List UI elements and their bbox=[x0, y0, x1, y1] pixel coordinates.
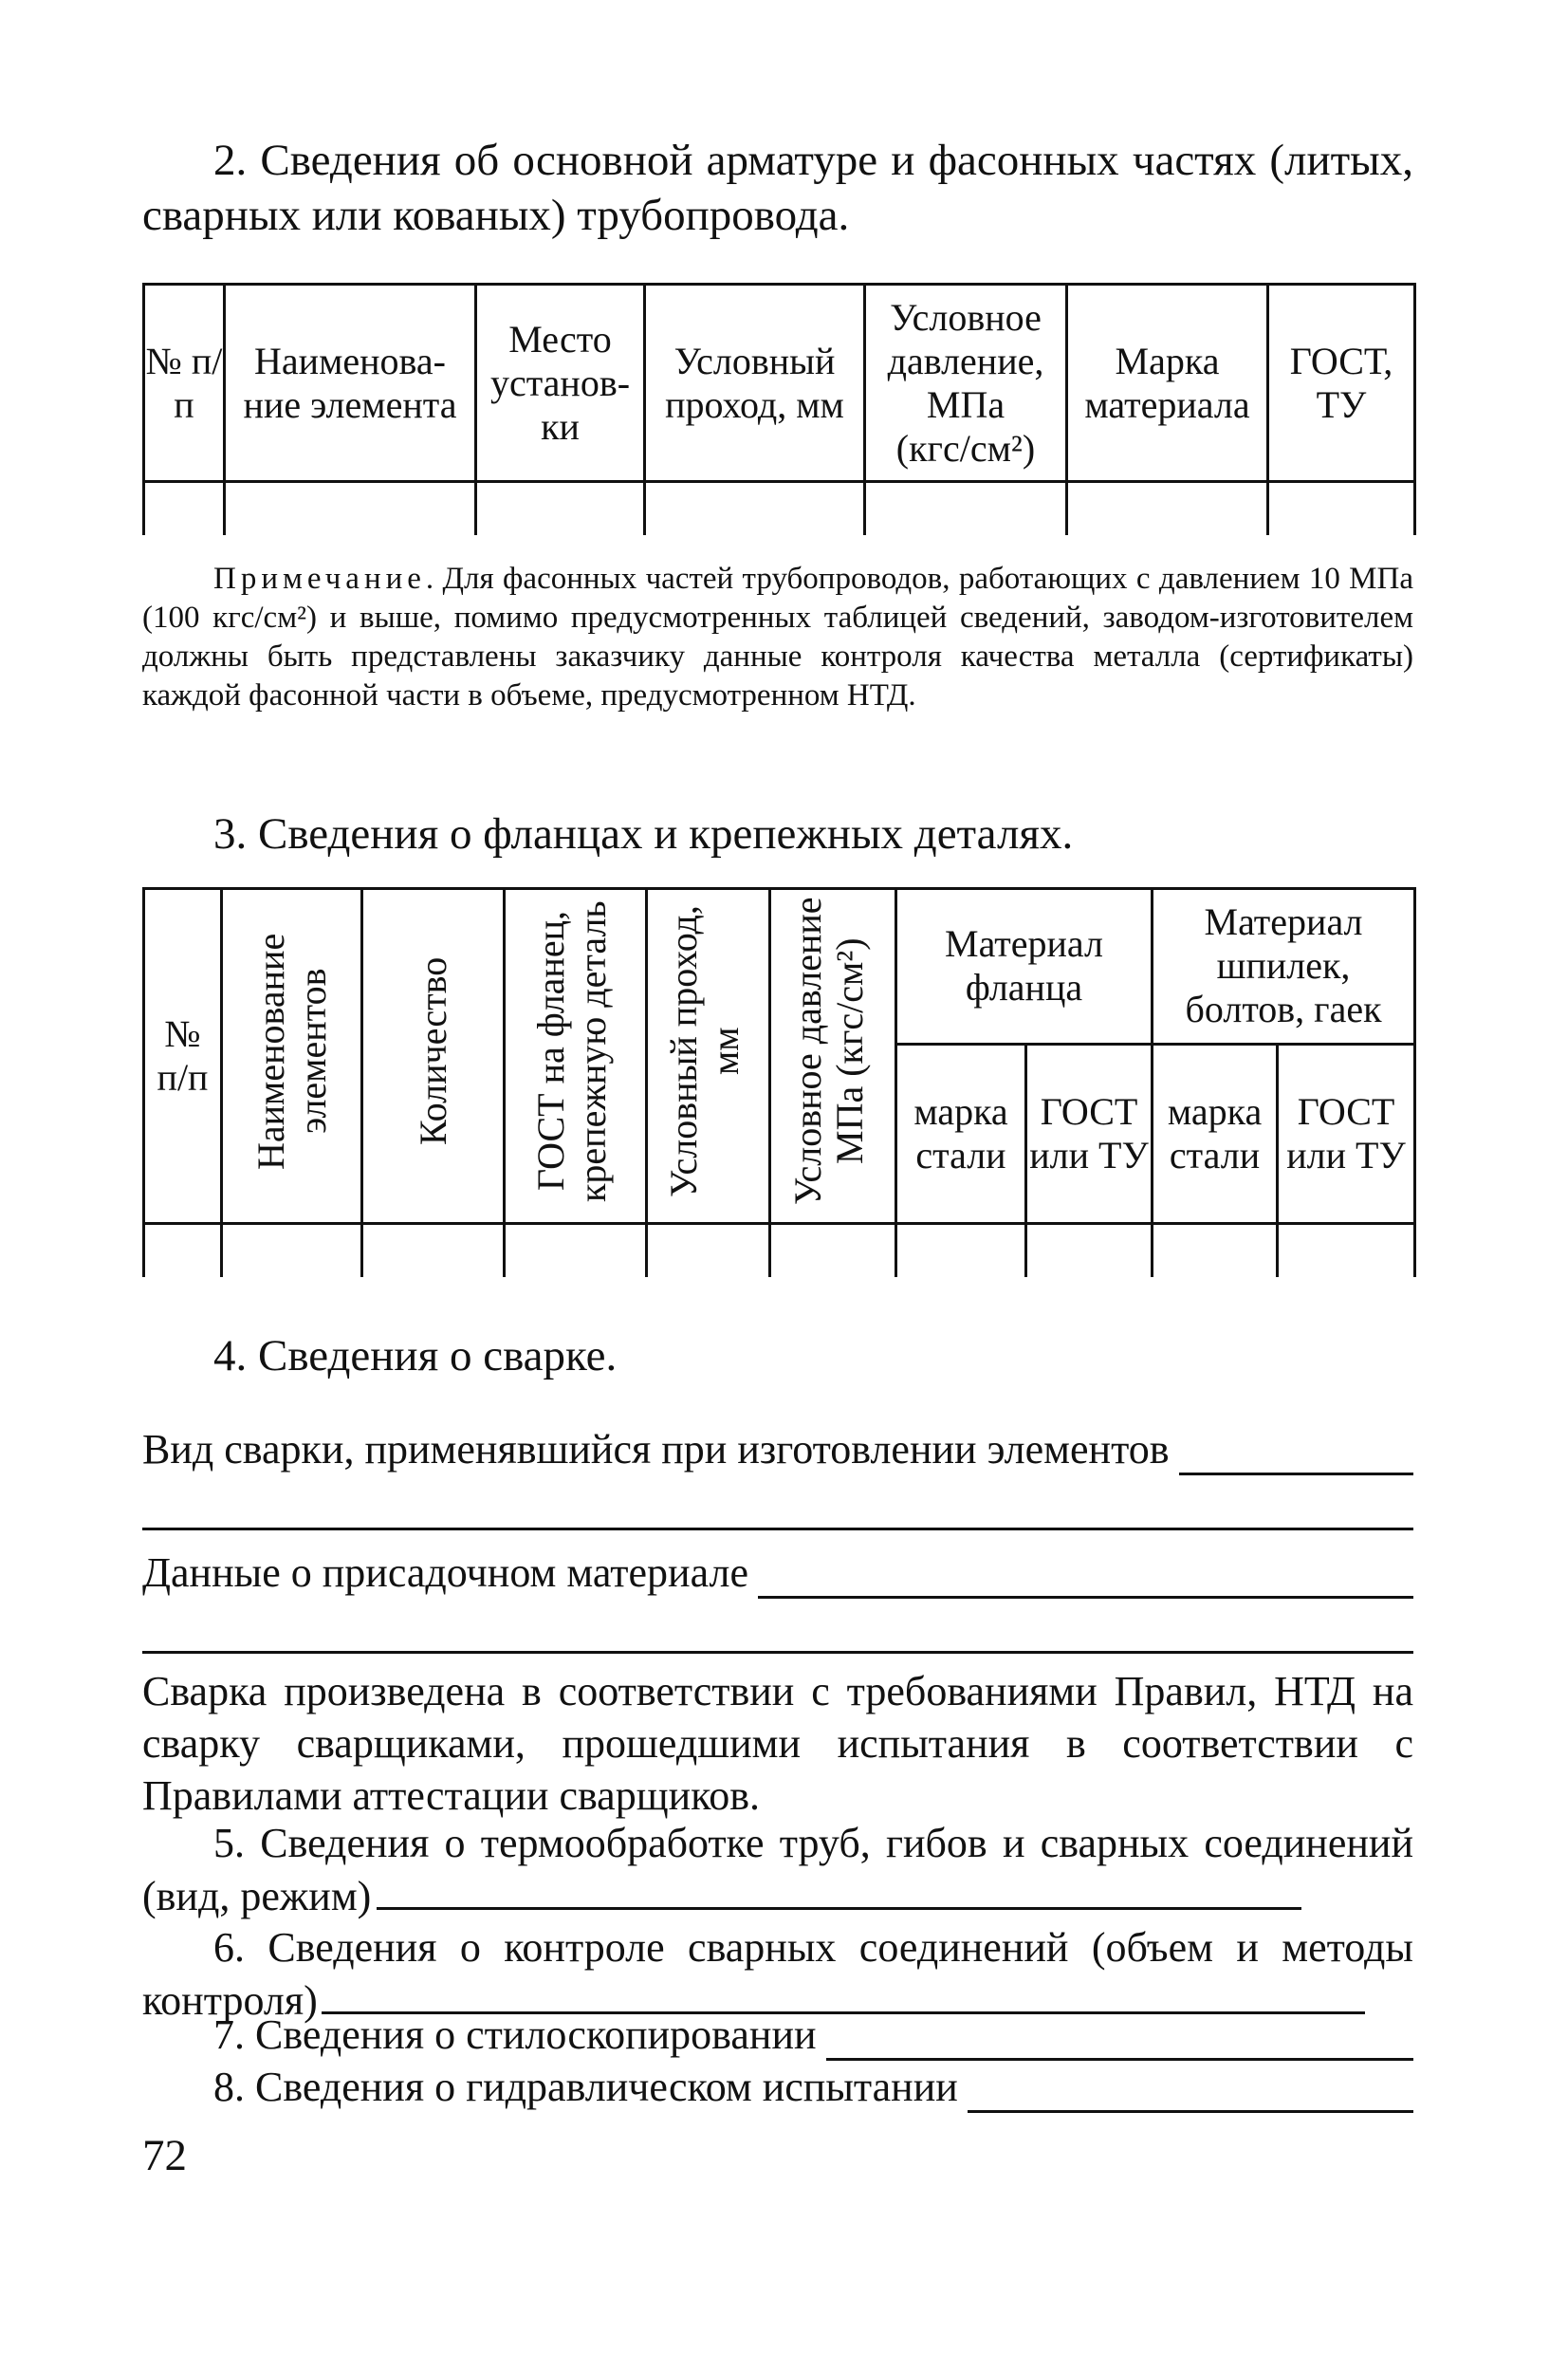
section-8-blank[interactable] bbox=[968, 2068, 1413, 2113]
section-8-label: 8. Сведения о гидравлическом испытании bbox=[213, 2064, 958, 2110]
col-flange-gost-tu: ГОСТ или ТУ bbox=[1026, 1044, 1153, 1223]
weld-type-label: Вид сварки, применявшийся при изготовлении элементов bbox=[142, 1426, 1170, 1473]
col-nominal-pressure-mpa: Условное давление, МПа bbox=[887, 295, 1044, 426]
col-nominal-pressure-kgf: (кгс/см²) bbox=[895, 426, 1036, 470]
col-bolt-steel: марка стали bbox=[1153, 1044, 1278, 1223]
page-number: 72 bbox=[142, 2131, 187, 2180]
section-7-blank[interactable] bbox=[826, 2016, 1413, 2061]
col-number: № п/п bbox=[144, 285, 225, 482]
weld-type-field[interactable] bbox=[142, 1423, 1413, 1475]
fittings-table bbox=[142, 283, 1416, 535]
col-flange-gost-label: ГОСТ на фланец, крепежную деталь bbox=[528, 900, 614, 1202]
note bbox=[142, 560, 1413, 715]
section-8[interactable] bbox=[213, 2061, 1413, 2113]
table-row bbox=[144, 482, 1415, 536]
col-nominal-bore-label: Условный проход, мм bbox=[661, 905, 747, 1197]
col-nominal-bore bbox=[647, 889, 770, 1224]
col-bolt-material: Материал шпилек, болтов, гаек bbox=[1153, 889, 1415, 1045]
section-4-title: 4. Сведения о сварке. bbox=[213, 1331, 618, 1380]
section-7[interactable] bbox=[213, 2009, 1413, 2061]
weld-type-blank-line-2[interactable] bbox=[142, 1528, 1413, 1530]
col-flange-gost bbox=[505, 889, 647, 1224]
filler-material-blank[interactable] bbox=[758, 1554, 1413, 1599]
note-text: . Для фасонных частей трубопроводов, работающих с давлением 10 МПа (100 кгс/см²) и выше, помимо предусмотренных таблицей сведений, заводом-изготовителем должны быть представлены заказчику данные контроля качества металла (сертификаты) каждой фасонной части в объеме, предусмотренном НТД. bbox=[142, 562, 1413, 713]
col-material-grade: Марка материала bbox=[1067, 285, 1268, 482]
col-element-names-label: Наименование элементов bbox=[249, 933, 334, 1170]
col-gost-tu: ГОСТ, ТУ bbox=[1268, 285, 1415, 482]
section-5-label: 5. Сведения о термообработке труб, гибов и сварных соединений (вид, режим) bbox=[142, 1820, 1413, 1919]
flanges-table bbox=[142, 887, 1416, 1277]
section-7-label: 7. Сведения о стилоскопировании bbox=[213, 2011, 817, 2058]
col-quantity-label: Количество bbox=[411, 956, 454, 1146]
filler-material-field[interactable] bbox=[142, 1547, 1413, 1599]
col-quantity bbox=[362, 889, 505, 1224]
section-2-title: 2. Сведения об основной арматуре и фасонных частях (литых, сварных или кованых) трубопровода. bbox=[142, 136, 1413, 240]
filler-material-blank-line-2[interactable] bbox=[142, 1651, 1413, 1654]
col-element-name: Наименова-ние элемента bbox=[225, 285, 476, 482]
section-6-label: 6. Сведения о контроле сварных соединений (объем и методы контроля) bbox=[142, 1924, 1413, 2024]
col-nominal-pressure bbox=[770, 889, 896, 1224]
weld-type-blank[interactable] bbox=[1179, 1431, 1413, 1475]
section-3-title: 3. Сведения о фланцах и крепежных деталях. bbox=[213, 809, 1074, 859]
welding-compliance-text: Сварка произведена в соответствии с требованиями Правил, НТД на сварку сварщиками, прошедшими испытания в соответствии с Правилами аттестации сварщиков. bbox=[142, 1668, 1413, 1819]
col-number: № п/п bbox=[144, 889, 222, 1224]
table-row bbox=[144, 1224, 1415, 1278]
section-5[interactable] bbox=[142, 1817, 1413, 1922]
fittings-table-header bbox=[144, 285, 1415, 482]
col-flange-steel: марка стали bbox=[896, 1044, 1026, 1223]
col-element-names bbox=[222, 889, 362, 1224]
col-nominal-pressure bbox=[865, 285, 1067, 482]
note-label: Примечание bbox=[213, 562, 426, 596]
col-nominal-pressure-label: Условное давление МПа (кгс/см²) bbox=[786, 897, 871, 1206]
flanges-table-header-top bbox=[144, 889, 1415, 1045]
col-install-place: Место установ-ки bbox=[476, 285, 645, 482]
col-flange-material: Материал фланца bbox=[896, 889, 1153, 1045]
section-5-blank[interactable] bbox=[377, 1869, 1301, 1910]
col-nominal-bore: Условный проход, мм bbox=[645, 285, 865, 482]
filler-material-label: Данные о присадочном материале bbox=[142, 1549, 748, 1596]
col-bolt-gost-tu: ГОСТ или ТУ bbox=[1278, 1044, 1415, 1223]
